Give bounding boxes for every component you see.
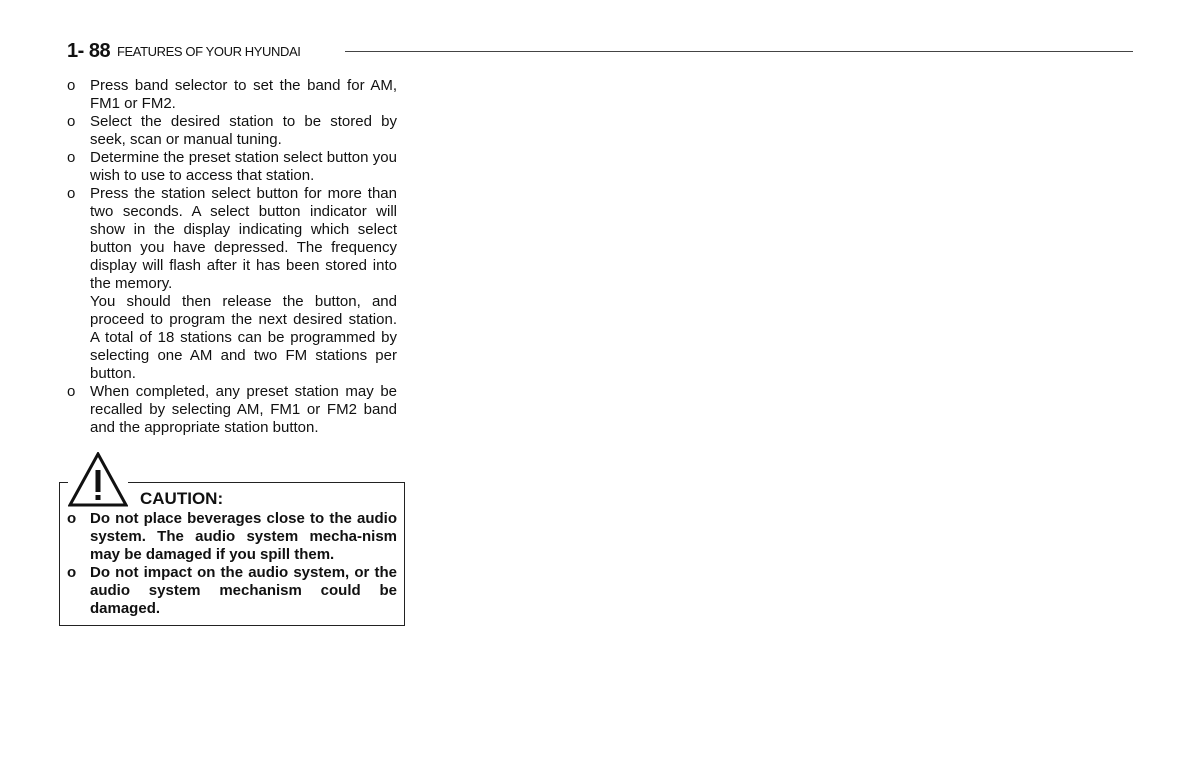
- bullet: o: [67, 383, 76, 400]
- caution-item: [67, 564, 397, 618]
- bullet: o: [67, 185, 76, 202]
- instruction-list: [67, 77, 397, 437]
- warning-triangle-icon: [68, 452, 128, 507]
- list-item: [67, 113, 397, 149]
- list-item: [67, 185, 397, 383]
- section-title: FEATURES OF YOUR HYUNDAI: [117, 44, 301, 59]
- caution-title: CAUTION:: [140, 489, 224, 508]
- bullet: o: [67, 510, 77, 527]
- list-item-text: Press the station select button for more than two seconds. A select button indicator will show in the display indicating which select button you have depressed. The frequency display will flash after it has been stored into the memory.: [90, 185, 397, 292]
- header-rule: [345, 51, 1133, 52]
- page-header: [67, 40, 1133, 62]
- caution-item: [67, 510, 397, 564]
- page-number: 1- 88: [67, 40, 111, 62]
- bullet: o: [67, 564, 77, 581]
- caution-item-text: Do not place beverages close to the audio system. The audio system mecha-nism may be damaged if you spill them.: [90, 510, 397, 563]
- list-item: [67, 149, 397, 185]
- caution-list: [67, 510, 397, 618]
- list-item-text: Select the desired station to be stored by seek, scan or manual tuning.: [90, 113, 397, 148]
- list-item-text: When completed, any preset station may be recalled by selecting AM, FM1 or FM2 band and the appropriate station button.: [90, 383, 397, 436]
- caution-item-text: Do not impact on the audio system, or the audio system mechanism could be damaged.: [90, 564, 397, 617]
- list-item: [67, 77, 397, 113]
- list-item-text: Determine the preset station select button you wish to use to access that station.: [90, 149, 397, 184]
- list-item-text: Press band selector to set the band for AM, FM1 or FM2.: [90, 77, 397, 112]
- bullet: o: [67, 77, 76, 94]
- list-item: [67, 383, 397, 437]
- bullet: o: [67, 113, 76, 130]
- list-item-continuation: You should then release the button, and proceed to program the next desired station. A total of 18 stations can be programmed by selecting one AM and two FM stations per button.: [90, 293, 397, 382]
- bullet: o: [67, 149, 76, 166]
